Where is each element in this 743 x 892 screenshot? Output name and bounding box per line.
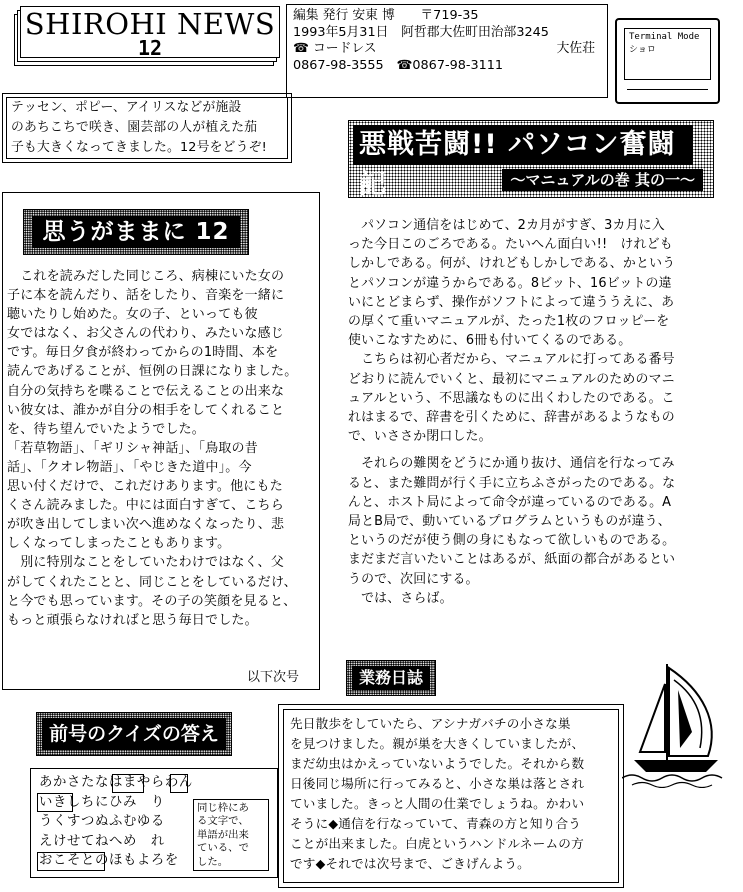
hull (634, 760, 718, 772)
quiz-note-line: 単語が出来 (197, 828, 249, 841)
gyoumu-title-frame (346, 660, 436, 696)
omoi-line: しくなってしまったこともあります。 (7, 536, 231, 552)
info-line-3: ☎ コードレス (293, 41, 377, 56)
omoi-line: です。毎日夕食が終わってからの1時間、本を (7, 345, 279, 361)
pasokon-line: った今日このごろである。たいへん面白い!! けれども (348, 237, 673, 253)
nikki-line: 先日散歩をしていたら、アシナガバチの小さな巣 (290, 716, 571, 731)
nikki-line: 日後同じ場所に行ってみると、小さな巣は落とされ (290, 776, 585, 791)
nikki-line: まだ幼虫はかえっていないようでした。それから数 (290, 756, 585, 771)
omoi-line: 聴いたりし始めた。女の子、といっても彼 (7, 307, 258, 323)
pasokon-body (348, 216, 675, 608)
quiz-row: いきしちにひみ り (39, 794, 165, 810)
omoi-line: 読んであげることが、恒例の日課になりました。 (7, 364, 298, 380)
sailboat-illustration (622, 660, 732, 788)
quiz-answer-box (30, 768, 278, 878)
intro-line: 子も大きくなってきました。12号をどうぞ! (11, 140, 267, 155)
quiz-row: うくすつぬふむゆる (39, 814, 165, 830)
omoi-body (7, 267, 297, 630)
pasokon-line: いにとどまらず、操作がソフトによって違ううえに、あ (348, 294, 675, 310)
pasokon-subtitle: ～マニュアルの巻 其の一～ (502, 169, 703, 191)
nikki-box (283, 709, 619, 883)
masthead (14, 6, 280, 66)
quiz-row: おこそとのほもよろを (39, 853, 179, 869)
omoi-title-frame (23, 209, 249, 255)
quiz-row: あかさたなはまやらわん (39, 775, 193, 790)
pasokon-line: というのだが使う側の身にもなって欲しいものである。 (348, 533, 676, 549)
omoi-line: を、待ち望んでいたようでした。 (7, 421, 206, 437)
omoi-line: がしてくれたことと、同じことをしているだけ、 (7, 574, 297, 590)
omoi-footer: 以下次号 (246, 670, 299, 685)
omoi-line: 自分の気持ちを喋ることで伝えることの出来な (7, 383, 285, 399)
nikki-line: を見つけました。親が巣を大きくしていましたが、 (290, 736, 585, 751)
nikki-line: そうに◆通信を行なっていて、青森の方と知り合う (290, 816, 582, 831)
pasokon-line: の厚くて重いマニュアルが、たった1枚のフロッピーを (348, 314, 670, 330)
quiz-mark-mayara (112, 774, 144, 793)
jib-sail (640, 684, 665, 752)
info-line-4: 0867-98-3555 ☎0867-98-3111 (293, 57, 504, 73)
pasokon-title: 悪戦苦闘!! パソコン奮闘記 (353, 125, 693, 165)
pasokon-line: 局とB局で、動いているプログラムというものが違う、 (348, 514, 671, 530)
info-line-1: 編集 発行 安東 博 〒719-35 (293, 8, 479, 23)
quiz-mark-okoso (37, 852, 105, 871)
info-line-2: 1993年5月31日 阿哲郡大佐町田治部3245 (293, 24, 549, 40)
terminal-base (627, 89, 708, 96)
quiz-note (193, 799, 269, 871)
publisher-info (286, 4, 608, 98)
pasokon-title-block (348, 120, 714, 198)
omoi-line: これを読みだした同じころ、病棟にいた女の (7, 269, 285, 284)
nikki-line: です◆それでは次号まで、ごきげんよう。 (290, 856, 530, 871)
masthead-front (20, 6, 280, 58)
omoi-line: が吹き出してしまい次へ進めなくなったり、悲 (7, 517, 285, 533)
waves-lower (632, 783, 712, 788)
pasokon-line: んと、ホスト局によって命令が違っているのである。A (348, 494, 672, 510)
omoi-line: もっと頑張らなければと思う毎日でした。 (7, 612, 258, 628)
omoi-line: 子に本を読んだり、話をしたり、音楽を一緒に (7, 288, 285, 304)
omoi-line: くさん読みました。中には面白すぎて、こちら (7, 498, 284, 514)
quiz-mark-iki (37, 793, 73, 812)
pasokon-line: うので、次回にする。 (348, 571, 479, 587)
quiz-title: 前号のクイズの答え (42, 718, 226, 750)
quiz-note-line: ている、で (197, 842, 249, 855)
terminal-illustration (615, 18, 720, 104)
pasokon-line: しかしである。何が、けれどもしかしである、かという (348, 256, 676, 272)
terminal-screen (624, 28, 711, 80)
terminal-value: ショロ (629, 45, 656, 55)
pasokon-line: どおりに読んでいくと、最初にマニュアルのためのマニ (348, 371, 675, 387)
pasokon-line: こちらは初心者だから、マニュアルに打ってある番号 (348, 352, 675, 368)
pasokon-line: 使いこなすために、6冊も付いてくるのである。 (348, 333, 632, 349)
omoi-line: い彼女は、誰かが自分の相手をしてくれること (7, 402, 285, 418)
info-location: 大佐荘 (556, 41, 595, 56)
omoi-title: 思うがままに 12 (32, 216, 240, 248)
pasokon-line: ュアルという、不思議なものに出くわしたのである。こ (348, 390, 675, 406)
masthead-title: SHIROHI NEWS (24, 7, 276, 41)
pasokon-line: それらの難関をどうにか通り抜け、通信を行なってみ (348, 456, 675, 472)
pasokon-line: とパソコンが違うからである。8ビット、16ビットの違 (348, 275, 672, 291)
nikki-line: ていました。きっと人間の仕業でしょうね。かわい (290, 796, 585, 811)
gyoumu-title: 業務日誌 (352, 666, 430, 690)
omoi-line: 話」、「クオレ物語」、「やじきた道中」。今 (7, 459, 252, 475)
intro-line: テッセン、ポピー、アイリスなどが施設 (11, 100, 242, 115)
quiz-note-line: 同じ枠にあ (197, 802, 249, 814)
pasokon-line: まだまだ言いたいことはあるが、紙面の都合があるとい (348, 552, 676, 568)
pasokon-line: ると、また難問が行く手に立ちふさがったのである。な (348, 475, 676, 491)
pasokon-line: で、いささか閉口した。 (348, 429, 492, 445)
intro-line: のあちこちで咲き、園芸部の人が植えた茄 (11, 120, 258, 135)
omoi-line: と今でも思っています。その子の笑顔を見ると、 (7, 593, 297, 609)
intro-box (6, 97, 288, 159)
omoi-section (2, 192, 320, 690)
omoi-line: 思い付くだけで、これだけあります。他にもた (7, 479, 283, 495)
omoi-line: 別に特別なことをしていたわけではなく、父 (7, 555, 284, 571)
omoi-line: 「若草物語」、「ギリシャ神話」、「鳥取の昔 (7, 440, 258, 456)
nikki-line: ことが出来ました。白虎というハンドルネームの方 (290, 836, 584, 851)
waves (622, 775, 722, 781)
pasokon-line: パソコン通信をはじめて、2カ月がすぎ、3カ月に入 (348, 218, 665, 233)
quiz-mark-wa (170, 774, 188, 793)
quiz-row: えけせてねへめ れ (39, 833, 165, 849)
pasokon-line: れはまるで、辞書を引くために、辞書があるようなもの (348, 410, 675, 426)
quiz-title-frame (36, 712, 232, 756)
quiz-note-line: した。 (197, 855, 229, 868)
terminal-mode-label: Terminal Mode (629, 32, 700, 42)
issue-number: 12 (137, 36, 163, 60)
pasokon-line: では、さらば。 (348, 590, 453, 606)
omoi-line: 女ではなく、お父さんの代わり、みたいな感じ (7, 326, 284, 342)
quiz-note-line: る文字で、 (197, 815, 249, 828)
